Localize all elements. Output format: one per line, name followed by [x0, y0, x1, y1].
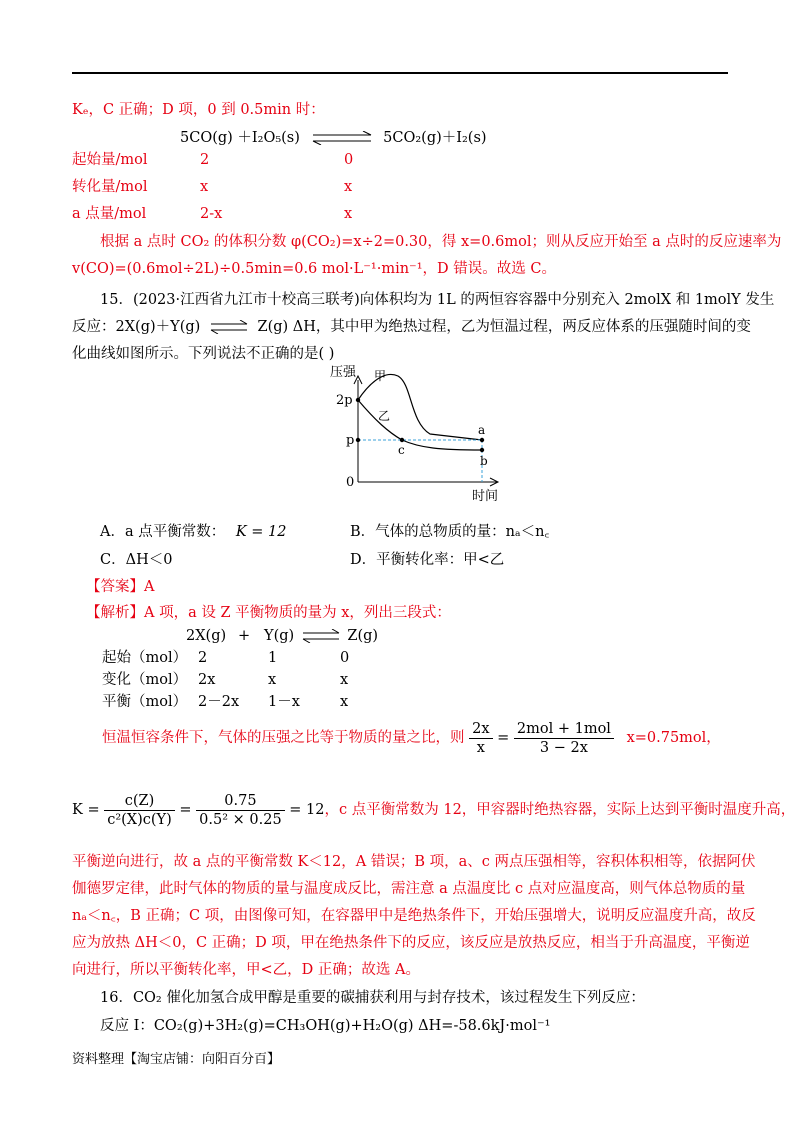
pressure-time-graph — [330, 362, 510, 504]
x-axis-label: 时间 — [472, 489, 499, 504]
origin-label: 0 — [346, 475, 355, 490]
prev-row-0: 起始量/mol 2 0 — [72, 152, 354, 168]
footer-source: 资料整理【淘宝店铺：向阳百分百】 — [72, 1052, 281, 1067]
tick-p: p — [346, 433, 355, 448]
q15-line3: 化曲线如图所示。下列说法不正确的是( ) — [72, 346, 335, 362]
q15-line1: 15．(2023·江西省九江市十校高三联考)向体积均为 1L 的两恒容容器中分别充入 2molX 和 1molY 发生 — [100, 292, 775, 308]
option-c: C．ΔH＜0 — [100, 552, 173, 568]
analysis-para-2: nₐ＜n꜀，B 正确；C 项，由图像可知，在容器甲中是绝热条件下，开始压强增大，说明反应温度升高，故反 — [72, 908, 756, 924]
prev-row-1: 转化量/mol x x — [72, 179, 353, 195]
curve-yi — [358, 400, 482, 450]
analysis-para-1: 伽德罗定律，此时气体的物质的量与温度成反比，需注意 a 点温度比 c 点对应温度高，则气体总物质的量 — [72, 881, 746, 897]
option-d: D．平衡转化率：甲<乙 — [350, 552, 505, 568]
prev-equation — [180, 128, 487, 148]
analysis-equation: 2X(g) + Y(g) Z(g) — [186, 628, 379, 644]
equilibrium-arrow-icon — [301, 629, 341, 643]
analysis-para-0: 平衡逆向进行，故 a 点的平衡常数 K＜12，A 错误；B 项，a、c 两点压强相等，容积体积相等，依据阿伏 — [72, 854, 756, 870]
tick-2p: 2p — [336, 393, 353, 408]
equilibrium-arrow-icon — [209, 320, 249, 334]
label-b: b — [480, 454, 488, 468]
k-line: K = $\frac{c(Z)}{\text{c²(X)c(Y)}}$ = $\frac{0.75}{\text{0.5² × 0.25}}$ = 12，c 点平衡常数为 12，甲容器时绝热容器，实际上达到平衡时温度升高， — [72, 792, 796, 828]
q16-line1: 16．CO₂ 催化加氢合成甲醇是重要的碳捕获利用与封存技术，该过程发生下列反应： — [100, 990, 645, 1006]
option-a: A．a 点平衡常数： K = 12 — [100, 524, 287, 540]
analysis-intro: 【解析】A 项，a 设 Z 平衡物质的量为 x，列出三段式： — [86, 605, 451, 621]
analysis-row-2: 平衡（mol） 2－2x 1－x x — [102, 694, 349, 710]
analysis-para-3: 应为放热 ΔH＜0，C 正确；D 项，甲在绝热条件下的反应，该反应是放热反应，相当于升高温度，平衡逆 — [72, 935, 750, 951]
q16-line2: 反应 I：CO₂(g)+3H₂(g)=CH₃OH(g)+H₂O(g) ΔH=-58.6kJ·mol⁻¹ — [100, 1018, 551, 1034]
label-a: a — [478, 423, 486, 437]
ratio-line: 恒温恒容条件下，气体的压强之比等于物质的量之比，则 $\frac{2x}{x}$ = $\frac{\text{2mol + 1mol}}{3 - 2x}$ x=0.75mol， — [102, 720, 721, 756]
curve-yi-label: 乙 — [378, 409, 391, 423]
prev-calc2: v(CO)=(0.6mol÷2L)÷0.5min=0.6 mol·L⁻¹·min⁻¹，D 错误。故选 C。 — [72, 261, 556, 277]
analysis-row-0: 起始（mol） 2 1 0 — [102, 650, 350, 666]
curve-jia-label: 甲 — [374, 369, 387, 383]
prev-line1: Kₑ，C 正确；D 项，0 到 0.5min 时： — [72, 102, 325, 118]
prev-calc1: 根据 a 点时 CO₂ 的体积分数 φ(CO₂)=x÷2=0.30，得 x=0.6mol；则从反应开始至 a 点时的反应速率为 — [100, 234, 782, 250]
curve-jia — [358, 374, 482, 440]
point-b — [480, 448, 484, 452]
option-b: B．气体的总物质的量：nₐ＜n꜀ — [350, 524, 550, 540]
label-c: c — [398, 443, 405, 457]
answer-line: 【答案】A — [86, 579, 155, 595]
analysis-row-1: 变化（mol） 2x x x — [102, 672, 349, 688]
analysis-para-4: 向进行，所以平衡转化率，甲<乙，D 正确；故选 A。 — [72, 962, 420, 978]
y-axis-label: 压强 — [330, 365, 357, 380]
prev-equation-right: 5CO₂(g)＋I₂(s) — [383, 130, 487, 146]
point-p — [356, 438, 360, 442]
point-2p — [356, 398, 360, 402]
equilibrium-arrow-icon — [311, 131, 373, 145]
q15-line2: 反应：2X(g)＋Y(g) Z(g) ΔH，其中甲为绝热过程，乙为恒温过程，两反应体系的压强随时间的变 — [72, 319, 751, 335]
prev-equation-left: 5CO(g) ＋I₂O₅(s) — [180, 130, 300, 146]
header-rule — [72, 72, 728, 74]
point-c — [400, 438, 404, 442]
prev-row-2: a 点量/mol 2-x x — [72, 206, 353, 222]
point-a — [480, 438, 484, 442]
